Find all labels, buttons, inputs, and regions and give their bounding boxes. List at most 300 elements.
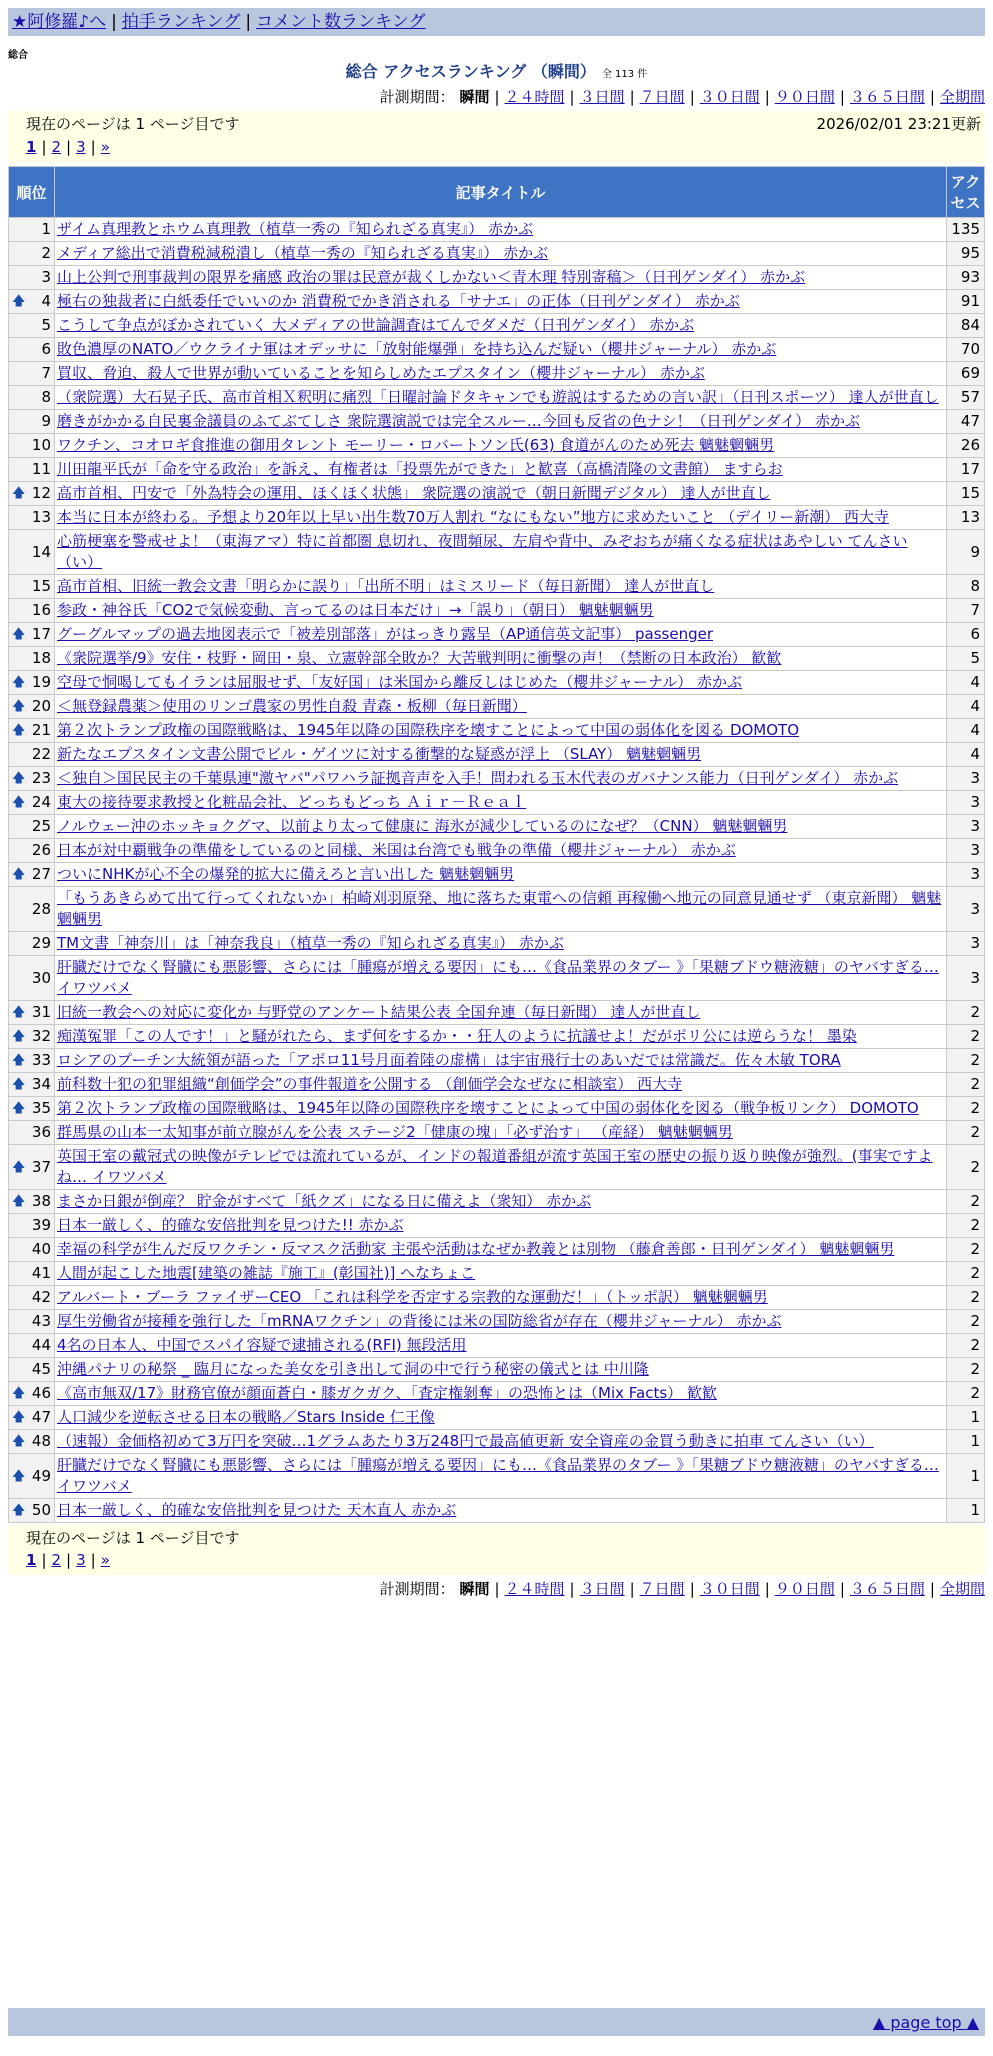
access-count: 3 xyxy=(947,767,985,791)
page-top-link[interactable]: ▲ page top ▲ xyxy=(872,2013,979,2032)
article-title-link[interactable]: （衆院選）大石晃子氏、高市首相Ｘ釈明に痛烈「日曜討論ドタキャンでも遊説はするための言い訳」（日刊スポーツ） 達人が世直し xyxy=(57,388,939,406)
title-cell xyxy=(55,506,947,530)
title-cell xyxy=(55,1262,947,1286)
access-count: 3 xyxy=(947,863,985,887)
access-count: 4 xyxy=(947,695,985,719)
rank-cell xyxy=(9,767,55,791)
title-cell xyxy=(55,791,947,815)
rank-cell xyxy=(9,1025,55,1049)
rank-cell xyxy=(9,1286,55,1310)
title-cell xyxy=(55,767,947,791)
title-cell xyxy=(55,1430,947,1454)
rank-cell xyxy=(9,839,55,863)
rank-cell xyxy=(9,1001,55,1025)
title-cell xyxy=(55,1499,947,1523)
period-selector-bottom: 計測期間： 瞬間 | ２４時間 | ３日間 | ７日間 | ３０日間 | ９０日間 | ３６５日間 | 全期間 xyxy=(379,1580,985,1598)
rank-number: 14 xyxy=(31,542,51,561)
rank-cell xyxy=(9,482,55,506)
rank-up-arrow-icon: 🡅 xyxy=(12,1159,26,1175)
rank-up-arrow-icon: 🡅 xyxy=(12,1503,26,1518)
rank-number: 32 xyxy=(31,1027,51,1045)
table-row xyxy=(9,1310,985,1334)
title-cell xyxy=(55,434,947,458)
period-option[interactable]: ２４時間 xyxy=(504,88,565,106)
rank-number: 43 xyxy=(31,1312,51,1330)
access-count: 6 xyxy=(947,623,985,647)
rank-number: 34 xyxy=(31,1075,51,1093)
table-row xyxy=(9,863,985,887)
table-row xyxy=(9,575,985,599)
rank-cell xyxy=(9,1049,55,1073)
period-option[interactable]: ３日間 xyxy=(579,88,625,106)
access-count: 3 xyxy=(947,815,985,839)
article-title-link[interactable]: TM文書「神奈川」は「神奈我良」（植草一秀の『知られざる真実』） 赤かぶ xyxy=(57,934,564,952)
rank-up-arrow-icon: 🡅 xyxy=(12,627,26,642)
period-option[interactable]: ９０日間 xyxy=(774,88,835,106)
rank-up-arrow-icon: 🡅 xyxy=(12,1029,26,1044)
table-row xyxy=(9,767,985,791)
rank-cell xyxy=(9,1190,55,1214)
rank-number: 28 xyxy=(31,899,51,918)
period-label: 計測期間： xyxy=(379,1580,455,1598)
rank-number: 26 xyxy=(31,841,51,859)
table-row xyxy=(9,1121,985,1145)
comment-ranking-link[interactable]: コメント数ランキング xyxy=(256,12,426,32)
rank-number: 29 xyxy=(31,934,51,952)
next-page-link[interactable]: » xyxy=(100,1551,110,1569)
table-row xyxy=(9,458,985,482)
article-title-link[interactable]: ついにNHKが心不全の爆発的拡大に備えろと言い出した 魑魅魍魎男 xyxy=(57,865,515,883)
rank-cell xyxy=(9,1073,55,1097)
pagination: 1 | 2 | 3 | » xyxy=(26,138,110,156)
period-current: 瞬間 xyxy=(459,88,490,106)
access-count: 2 xyxy=(947,1382,985,1406)
table-row xyxy=(9,599,985,623)
rank-cell xyxy=(9,218,55,242)
period-option[interactable]: 全期間 xyxy=(939,88,985,106)
title-cell xyxy=(55,1310,947,1334)
article-title-link[interactable]: 極右の独裁者に白紙委任でいいのか 消費税でかき消される「サナエ」の正体（日刊ゲンダイ） 赤かぶ xyxy=(57,292,740,310)
access-count: 84 xyxy=(947,314,985,338)
title-cell xyxy=(55,1073,947,1097)
page-link[interactable]: 2 xyxy=(51,1551,62,1569)
article-title-link[interactable]: 川田龍平氏が「命を守る政治」を訴え、有権者は「投票先ができた」と歓喜（高橋清隆の文書館） ますらお xyxy=(57,460,783,478)
title-cell xyxy=(55,314,947,338)
rank-number: 40 xyxy=(31,1240,51,1258)
page-current[interactable]: 1 xyxy=(26,138,37,156)
access-count: 70 xyxy=(947,338,985,362)
rank-number: 11 xyxy=(31,460,51,478)
rank-number: 35 xyxy=(31,1099,51,1117)
title-cell xyxy=(55,863,947,887)
title-cell xyxy=(55,242,947,266)
title-cell xyxy=(55,410,947,434)
article-title-link[interactable]: 沖縄パナリの秘祭 _ 臨月になった美女を引き出して洞の中で行う秘密の儀式とは 中川隆 xyxy=(57,1360,649,1378)
rank-number: 27 xyxy=(31,865,51,883)
rank-cell xyxy=(9,863,55,887)
table-row xyxy=(9,1238,985,1262)
rank-number: 22 xyxy=(31,745,51,763)
table-row xyxy=(9,1358,985,1382)
page-link[interactable]: 3 xyxy=(76,138,86,156)
clap-ranking-link[interactable]: 拍手ランキング xyxy=(121,12,241,32)
article-title-link[interactable]: 厚生労働省が接種を強行した「mRNAワクチン」の背後には米の国防総省が存在（櫻井ジャーナル） 赤かぶ xyxy=(57,1312,782,1330)
table-row xyxy=(9,1430,985,1454)
rank-number: 46 xyxy=(31,1384,51,1402)
rank-cell xyxy=(9,1406,55,1430)
article-title-link[interactable]: 人口減少を逆転させる日本の戦略／Stars Inside 仁王像 xyxy=(57,1408,435,1426)
article-title-link[interactable]: ワクチン、コオロギ食推進の御用タレント モーリー・ロバートソン氏(63) 食道がんのため死去 魑魅魍魎男 xyxy=(57,436,775,454)
rank-cell xyxy=(9,1097,55,1121)
article-title-link[interactable]: ＜独自＞国民民主の千葉県連"激ヤバ"パワハラ証拠音声を入手！問われる玉木代表のガバナンス能力（日刊ゲンダイ） 赤かぶ xyxy=(57,769,899,787)
rank-up-arrow-icon: 🡅 xyxy=(12,294,26,309)
access-count: 2 xyxy=(947,1238,985,1262)
access-count: 3 xyxy=(947,839,985,863)
rank-cell xyxy=(9,956,55,1001)
access-count: 2 xyxy=(947,1121,985,1145)
article-title-link[interactable]: メディア総出で消費税減税潰し（植草一秀の『知られざる真実』） 赤かぶ xyxy=(57,244,549,262)
rank-cell xyxy=(9,1358,55,1382)
article-title-link[interactable]: 第２次トランプ政権の国際戦略は、1945年以降の国際秩序を壊すことによって中国の弱体化を図る（戦争板リンク） DOMOTO xyxy=(57,1099,919,1117)
article-title-link[interactable]: 新たなエプスタイン文書公開でビル・ゲイツに対する衝撃的な疑惑が浮上 （SLAY） 魑魅魍魎男 xyxy=(57,745,702,763)
table-row xyxy=(9,338,985,362)
rank-up-arrow-icon: 🡅 xyxy=(12,486,26,501)
article-title-link[interactable]: 英国王室の戴冠式の映像がテレビでは流れているが、インドの報道番組が流す英国王室の歴史の振り返り映像が強烈。(事実ですよね… イワツバメ xyxy=(57,1147,933,1186)
page-title-line xyxy=(0,62,993,85)
table-row xyxy=(9,1406,985,1430)
rank-cell xyxy=(9,932,55,956)
period-option[interactable]: 全期間 xyxy=(939,1580,985,1598)
rank-number: 18 xyxy=(31,649,51,667)
article-title-link[interactable]: 第２次トランプ政権の国際戦略は、1945年以降の国際秩序を壊すことによって中国の弱体化を図る DOMOTO xyxy=(57,721,800,739)
table-row xyxy=(9,956,985,1001)
table-row xyxy=(9,1286,985,1310)
rank-number: 49 xyxy=(31,1466,51,1485)
article-title-link[interactable]: まさか日銀が倒産？ 貯金がすべて「紙クズ」になる日に備えよ（衆知） 赤かぶ xyxy=(57,1192,592,1210)
access-count: 47 xyxy=(947,410,985,434)
title-cell xyxy=(55,386,947,410)
article-title-link[interactable]: 肝臓だけでなく腎臓にも悪影響、さらには「腫瘍が増える要因」にも…《食品業界のタブー 》「果糖ブドウ糖液糖」のヤバすぎる… イワツバメ xyxy=(57,1456,939,1495)
article-title-link[interactable]: 前科数十犯の犯罪組織“創価学会”の事件報道を公開する （創価学会なぜなに相談室） 西大寺 xyxy=(57,1075,683,1093)
table-row xyxy=(9,266,985,290)
current-page-text: 現在のページは 1 ページ目です xyxy=(26,115,240,133)
article-title-link[interactable]: 敗色濃厚のNATO／ウクライナ軍はオデッサに「放射能爆弾」を持ち込んだ疑い（櫻井ジャーナル） 赤かぶ xyxy=(57,340,777,358)
title-cell xyxy=(55,266,947,290)
table-row xyxy=(9,362,985,386)
period-option[interactable]: ３０日間 xyxy=(699,88,760,106)
article-title-link[interactable]: 肝臓だけでなく腎臓にも悪影響、さらには「腫瘍が増える要因」にも…《食品業界のタブー 》「果糖ブドウ糖液糖」のヤバすぎる… イワツバメ xyxy=(57,958,939,997)
title-cell xyxy=(55,1382,947,1406)
current-page-text: 現在のページは 1 ページ目です xyxy=(26,1529,240,1547)
title-cell xyxy=(55,1334,947,1358)
article-title-link[interactable]: 幸福の科学が生んだ反ワクチン・反マスク活動家 主張や活動はなぜか教義とは別物 （藤倉善郎・日刊ゲンダイ） 魑魅魍魎男 xyxy=(57,1240,895,1258)
page-link[interactable]: 3 xyxy=(76,1551,86,1569)
rank-number: 10 xyxy=(31,436,51,454)
ranking-body xyxy=(9,218,985,1523)
access-count: 93 xyxy=(947,266,985,290)
article-title-link[interactable]: ノルウェー沖のホッキョクグマ、以前より太って健康に 海氷が減少しているのになぜ？（CNN） 魑魅魍魎男 xyxy=(57,817,788,835)
rank-cell xyxy=(9,623,55,647)
article-title-link[interactable]: ＜無登録農薬＞使用のリンゴ農家の男性自殺 青森・板柳（毎日新聞） xyxy=(57,697,527,715)
article-title-link[interactable]: 日本一厳しく、的確な安倍批判を見つけた 天木直人 赤かぶ xyxy=(57,1501,457,1519)
table-row xyxy=(9,1214,985,1238)
article-title-link[interactable]: 東大の接待要求教授と化粧品会社、どっちもどっち Ａｉｒ－Ｒｅａｌ xyxy=(57,793,527,811)
access-count: 2 xyxy=(947,1145,985,1190)
title-cell xyxy=(55,956,947,1001)
period-option[interactable]: ７日間 xyxy=(639,88,685,106)
rank-number: 13 xyxy=(31,508,51,526)
table-row xyxy=(9,386,985,410)
article-title-link[interactable]: 《衆院選挙/9》安住・枝野・岡田・泉、立憲幹部全敗か？大苦戦判明に衝撃の声！（禁断の日本政治） 歓歓 xyxy=(57,649,782,667)
access-count: 3 xyxy=(947,791,985,815)
rank-number: 25 xyxy=(31,817,51,835)
article-title-link[interactable]: 旧統一教会への対応に変化か 与野党のアンケート結果公表 全国弁連（毎日新聞） 達人が世直し xyxy=(57,1003,701,1021)
period-option[interactable]: ３日間 xyxy=(579,1580,625,1598)
access-count: 4 xyxy=(947,743,985,767)
period-option[interactable]: ７日間 xyxy=(639,1580,685,1598)
table-row xyxy=(9,1145,985,1190)
col-access-header: アクセス xyxy=(947,167,985,218)
article-title-link[interactable]: 人間が起こした地震[建築の雑誌『施工』(彰国社)] へなちょこ xyxy=(57,1264,476,1282)
rank-up-arrow-icon: 🡅 xyxy=(12,1434,26,1449)
table-row xyxy=(9,695,985,719)
title-cell xyxy=(55,1121,947,1145)
rank-cell xyxy=(9,719,55,743)
table-row xyxy=(9,434,985,458)
access-count: 2 xyxy=(947,1358,985,1382)
rank-number: 48 xyxy=(31,1432,51,1450)
rank-number: 42 xyxy=(31,1288,51,1306)
title-cell xyxy=(55,1238,947,1262)
rank-number: 9 xyxy=(41,412,51,430)
rank-number: 38 xyxy=(31,1192,51,1210)
rank-up-arrow-icon: 🡅 xyxy=(12,699,26,714)
title-cell xyxy=(55,743,947,767)
title-cell xyxy=(55,1097,947,1121)
rank-number: 2 xyxy=(41,244,51,262)
rank-up-arrow-icon: 🡅 xyxy=(12,1410,26,1425)
separator: | xyxy=(245,12,252,32)
period-option[interactable]: ３０日間 xyxy=(699,1580,760,1598)
rank-cell xyxy=(9,887,55,932)
article-title-link[interactable]: 高市首相、円安で「外為特会の運用、ほくほく状態」 衆院選の演説で（朝日新聞デジタル） 達人が世直し xyxy=(57,484,771,502)
access-count: 4 xyxy=(947,671,985,695)
access-count: 91 xyxy=(947,290,985,314)
title-cell xyxy=(55,575,947,599)
rank-cell xyxy=(9,290,55,314)
title-cell xyxy=(55,530,947,575)
period-option[interactable]: ３６５日間 xyxy=(849,1580,925,1598)
rank-cell xyxy=(9,1310,55,1334)
title-cell xyxy=(55,1001,947,1025)
rank-cell xyxy=(9,458,55,482)
access-count: 26 xyxy=(947,434,985,458)
table-row xyxy=(9,815,985,839)
rank-number: 30 xyxy=(31,968,51,987)
title-cell xyxy=(55,719,947,743)
separator: | xyxy=(111,12,117,32)
rank-up-arrow-icon: 🡅 xyxy=(12,1194,26,1209)
table-row xyxy=(9,791,985,815)
rank-number: 50 xyxy=(31,1501,51,1519)
title-cell xyxy=(55,1406,947,1430)
article-title-link[interactable]: 痴漢冤罪「この人です！」と騒がれたら、まず何をするか・・狂人のように抗議せよ！だがポリ公には逆らうな！ 墨染 xyxy=(57,1027,857,1045)
article-title-link[interactable]: 空母で恫喝してもイランは屈服せず、「友好国」は米国から離反しはじめた（櫻井ジャーナル） 赤かぶ xyxy=(57,673,743,691)
rank-cell xyxy=(9,530,55,575)
title-cell xyxy=(55,1214,947,1238)
rank-number: 17 xyxy=(31,625,51,643)
col-title-header: 記事タイトル xyxy=(55,167,947,218)
rank-cell xyxy=(9,1145,55,1190)
rank-cell xyxy=(9,314,55,338)
access-count: 2 xyxy=(947,1334,985,1358)
rank-cell xyxy=(9,1214,55,1238)
rank-number: 45 xyxy=(31,1360,51,1378)
rank-cell xyxy=(9,266,55,290)
rank-number: 8 xyxy=(41,388,51,406)
title-cell xyxy=(55,1358,947,1382)
access-count: 135 xyxy=(947,218,985,242)
article-title-link[interactable]: 心筋梗塞を警戒せよ！（東海アマ）特に首都圏 息切れ、夜間頻尿、左肩や背中、みぞおちが痛くなる症状はあやしい てんさい（い） xyxy=(57,532,908,571)
article-title-link[interactable]: こうして争点がぼかされていく 大メディアの世論調査はてんでダメだ（日刊ゲンダイ） 赤かぶ xyxy=(57,316,695,334)
period-option[interactable]: ３６５日間 xyxy=(849,88,925,106)
access-count: 2 xyxy=(947,1025,985,1049)
article-title-link[interactable]: 《高市無双/17》財務官僚が顔面蒼白・膝ガクガク、「査定権剝奪」の恐怖とは（Mix Facts） 歓歓 xyxy=(57,1384,717,1402)
article-title-link[interactable]: 参政・神谷氏「CO2で気候変動、言ってるのは日本だけ」→「誤り」（朝日） 魑魅魍魎男 xyxy=(57,601,654,619)
title-cell xyxy=(55,338,947,362)
table-row xyxy=(9,1025,985,1049)
rank-number: 37 xyxy=(31,1157,51,1176)
total-count: 全 113 件 xyxy=(601,69,648,80)
rank-cell xyxy=(9,599,55,623)
title-cell xyxy=(55,1454,947,1499)
access-count: 2 xyxy=(947,1190,985,1214)
title-cell xyxy=(55,362,947,386)
home-link[interactable]: ★阿修羅♪へ xyxy=(12,12,107,32)
access-count: 2 xyxy=(947,1097,985,1121)
rank-number: 31 xyxy=(31,1003,51,1021)
access-count: 2 xyxy=(947,1073,985,1097)
article-title-link[interactable]: 4名の日本人、中国でスパイ容疑で逮捕される(RFI) 無段活用 xyxy=(57,1336,467,1354)
title-cell xyxy=(55,1190,947,1214)
access-count: 7 xyxy=(947,599,985,623)
rank-cell xyxy=(9,1499,55,1523)
table-row xyxy=(9,839,985,863)
rank-up-arrow-icon: 🡅 xyxy=(12,1005,26,1020)
rank-cell xyxy=(9,575,55,599)
page-link[interactable]: 2 xyxy=(51,138,62,156)
table-row xyxy=(9,1097,985,1121)
table-row xyxy=(9,290,985,314)
next-page-link[interactable]: » xyxy=(100,138,110,156)
category-label: 総合 xyxy=(8,50,28,61)
article-title-link[interactable]: 「もうあきらめて出て行ってくれないか」柏崎刈羽原発、地に落ちた東電への信頼 再稼働へ地元の同意見通せず （東京新聞） 魑魅魍魎男 xyxy=(57,889,942,928)
period-option[interactable]: ９０日間 xyxy=(774,1580,835,1598)
rank-cell xyxy=(9,386,55,410)
pagination: 1 | 2 | 3 | » xyxy=(26,1551,110,1569)
access-count: 4 xyxy=(947,719,985,743)
article-title-link[interactable]: 本当に日本が終わる。予想より20年以上早い出生数70万人割れ “なにもない”地方に求めたいこと （デイリー新潮） 西大寺 xyxy=(57,508,889,526)
title-cell xyxy=(55,1286,947,1310)
rank-up-arrow-icon: 🡅 xyxy=(12,795,26,810)
article-title-link[interactable]: 買収、脅迫、殺人で世界が動いていることを知らしめたエプスタイン（櫻井ジャーナル） 赤かぶ xyxy=(57,364,705,382)
access-count: 57 xyxy=(947,386,985,410)
article-title-link[interactable]: 日本一厳しく、的確な安倍批判を見つけた!! 赤かぶ xyxy=(57,1216,404,1234)
access-count: 2 xyxy=(947,1262,985,1286)
title-cell xyxy=(55,932,947,956)
table-row xyxy=(9,743,985,767)
article-title-link[interactable]: （速報）金価格初めて3万円を突破…1グラムあたり3万248円で最高値更新 安全資産の金買う動きに拍車 てんさい（い） xyxy=(57,1432,874,1450)
page-title: 総合 アクセスランキング （瞬間） xyxy=(345,62,596,81)
rank-number: 39 xyxy=(31,1216,51,1234)
rank-cell xyxy=(9,1121,55,1145)
article-title-link[interactable]: 山上公判で刑事裁判の限界を痛感 政治の罪は民意が裁くしかない＜青木理 特別寄稿＞（日刊ゲンダイ） 赤かぶ xyxy=(57,268,806,286)
article-title-link[interactable]: グーグルマップの過去地図表示で「被差別部落」がはっきり露呈（AP通信英文記事） passenger xyxy=(57,625,714,643)
article-title-link[interactable]: 磨きがかかる自民裏金議員のふてぶてしさ 衆院選演説では完全スルー…今回も反省の色ナシ！（日刊ゲンダイ） 赤かぶ xyxy=(57,412,861,430)
rank-number: 1 xyxy=(41,220,51,238)
rank-cell xyxy=(9,791,55,815)
table-header-row xyxy=(9,167,985,218)
access-count: 1 xyxy=(947,1454,985,1499)
rank-number: 16 xyxy=(31,601,51,619)
pager-bottom xyxy=(8,1525,985,1575)
rank-number: 44 xyxy=(31,1336,51,1354)
rank-number: 41 xyxy=(31,1264,51,1282)
access-count: 2 xyxy=(947,1310,985,1334)
rank-up-arrow-icon: 🡅 xyxy=(12,1053,26,1068)
table-row xyxy=(9,1334,985,1358)
access-count: 95 xyxy=(947,242,985,266)
article-title-link[interactable]: ザイム真理教とホウム真理教（植草一秀の『知られざる真実』） 赤かぶ xyxy=(57,220,534,238)
table-row xyxy=(9,218,985,242)
rank-cell xyxy=(9,647,55,671)
title-cell xyxy=(55,839,947,863)
table-row xyxy=(9,1001,985,1025)
rank-up-arrow-icon: 🡅 xyxy=(12,867,26,882)
rank-number: 36 xyxy=(31,1123,51,1141)
access-count: 17 xyxy=(947,458,985,482)
rank-cell xyxy=(9,1238,55,1262)
article-title-link[interactable]: ロシアのプーチン大統領が語った「アポロ11号月面着陸の虚構」は宇宙飛行士のあいだでは常識だ。佐々木敏 TORA xyxy=(57,1051,841,1069)
rank-number: 23 xyxy=(31,769,51,787)
article-title-link[interactable]: 群馬県の山本一太知事が前立腺がんを公表 ステージ2「健康の塊」「必ず治す」 （産経） 魑魅魍魎男 xyxy=(57,1123,733,1141)
rank-number: 7 xyxy=(41,364,51,382)
access-count: 2 xyxy=(947,1214,985,1238)
title-cell xyxy=(55,815,947,839)
rank-number: 24 xyxy=(31,793,51,811)
access-count: 3 xyxy=(947,932,985,956)
article-title-link[interactable]: 日本が対中覇戦争の準備をしているのと同様、米国は台湾でも戦争の準備（櫻井ジャーナル） 赤かぶ xyxy=(57,841,736,859)
article-title-link[interactable]: 高市首相、旧統一教会文書「明らかに誤り」「出所不明」はミスリード（毎日新聞） 達人が世直し xyxy=(57,577,715,595)
article-title-link[interactable]: アルバート・ブーラ ファイザーCEO 「これは科学を否定する宗教的な運動だ！」（トッポ訳） 魑魅魍魎男 xyxy=(57,1288,768,1306)
table-row xyxy=(9,1454,985,1499)
access-count: 8 xyxy=(947,575,985,599)
period-option[interactable]: ２４時間 xyxy=(504,1580,565,1598)
table-row xyxy=(9,887,985,932)
rank-cell xyxy=(9,242,55,266)
footer-bar xyxy=(8,2008,985,2036)
table-row xyxy=(9,1073,985,1097)
rank-number: 20 xyxy=(31,697,51,715)
rank-number: 19 xyxy=(31,673,51,691)
top-nav xyxy=(8,8,985,36)
rank-cell xyxy=(9,410,55,434)
table-row xyxy=(9,506,985,530)
rank-cell xyxy=(9,695,55,719)
rank-up-arrow-icon: 🡅 xyxy=(12,1077,26,1092)
page-current[interactable]: 1 xyxy=(26,1551,37,1569)
rank-cell xyxy=(9,815,55,839)
